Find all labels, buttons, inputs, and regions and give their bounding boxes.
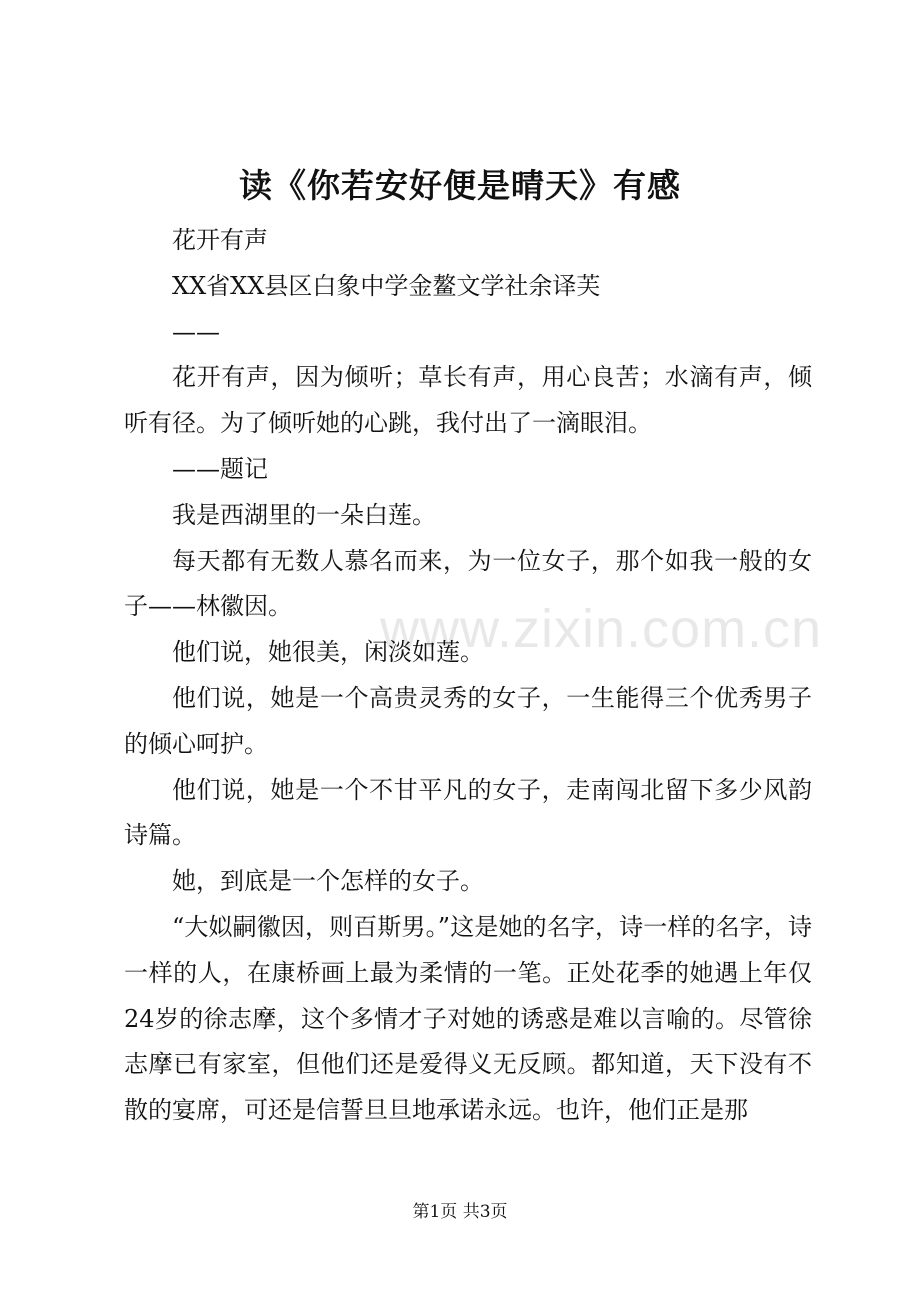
paragraph: 她，到底是一个怎样的女子。 [172, 867, 484, 896]
paragraph: 每天都有无数人慕名而来，为一位女子，那个如我一般的女子——林徽因。 [124, 546, 812, 621]
paragraph: 他们说，她很美，闲淡如莲。 [172, 638, 484, 667]
paragraph-epigraph-note: ——题记 [172, 454, 268, 483]
paragraph-author: XX省XX县区白象中学金鳌文学社余译芙 [172, 271, 601, 300]
paragraph-subtitle: 花开有声 [172, 226, 268, 254]
document-body [124, 218, 812, 1134]
watermark: www.zixin.com.cn [380, 599, 823, 659]
paragraph: 我是西湖里的一朵白莲。 [172, 500, 436, 529]
paragraph: 他们说，她是一个高贵灵秀的女子，一生能得三个优秀男子的倾心呵护。 [124, 683, 812, 758]
page-footer: 第1页 共3页 [412, 1202, 508, 1222]
paragraph: “大姒嗣徽因，则百斯男。”这是她的名字，诗一样的名字，诗一样的人，在康桥画上最为柔情的一笔。正处花季的她遇上年仅24岁的徐志摩，这个多情才子对她的诱惑是难以言喻的。尽管徐志摩已有家室，但他们还是爱得义无反顾。都知道，天下没有不散的宴席，可还是信誓旦旦地承诺永远。也许，他们正是那 [124, 912, 812, 1125]
paragraph-dash: —— [172, 317, 220, 346]
document-title: 读《你若安好便是晴天》有感 [239, 166, 681, 205]
paragraph-epigraph: 花开有声，因为倾听；草长有声，用心良苦；水滴有声，倾听有径。为了倾听她的心跳，我付出了一滴眼泪。 [124, 363, 812, 438]
paragraph: 他们说，她是一个不甘平凡的女子，走南闯北留下多少风韵诗篇。 [124, 775, 812, 850]
